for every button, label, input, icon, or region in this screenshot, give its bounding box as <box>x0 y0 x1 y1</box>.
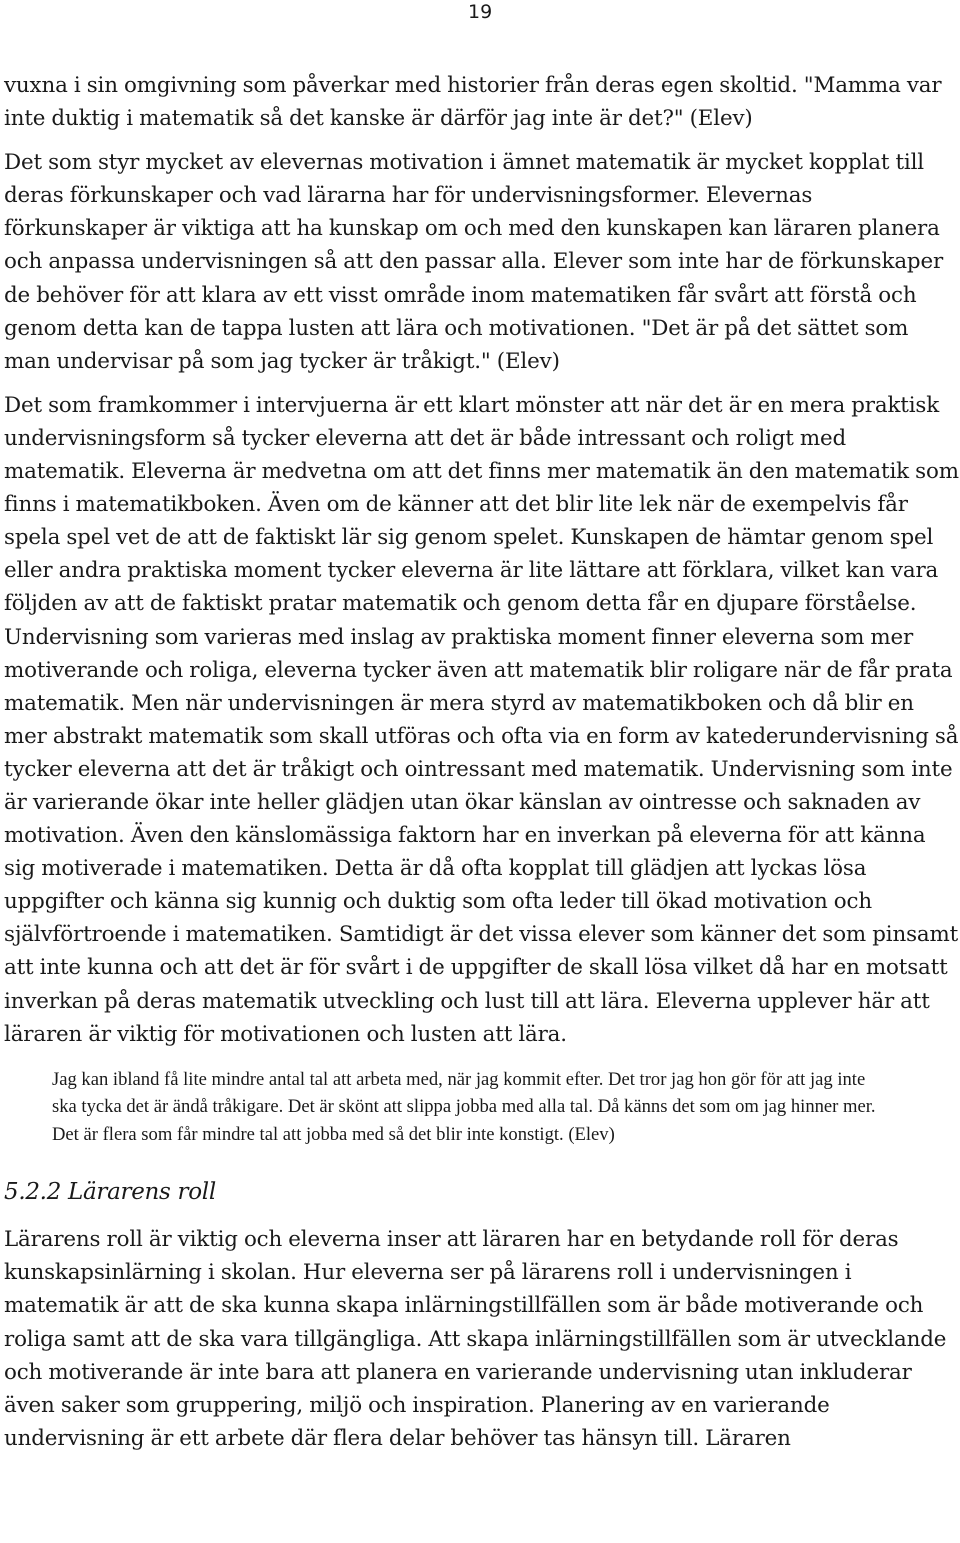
paragraph-1: vuxna i sin omgivning som påverkar med historier från deras egen skoltid. "Mamma var inte duktig i matematik så det kanske är därför jag inte är det?" (Elev) <box>4 73 942 132</box>
document-body <box>4 69 959 1466</box>
section-heading: 5.2.2 Lärarens roll <box>4 1179 216 1206</box>
student-quote: Jag kan ibland få lite mindre antal tal att arbeta med, när jag kommit efter. Det tror jag hon gör för att jag inte ska tycka det är ändå tråkigare. Det är skönt att slippa jobba med alla tal. Då känns det som om jag hinner mer. Det är flera som får mindre tal att jobba med så det blir inte konstigt. (Elev) <box>52 1068 876 1145</box>
page-number: 19 <box>468 1 493 23</box>
paragraph-3: Det som framkommer i intervjuerna är ett klart mönster att när det är en mera praktisk undervisningsform så tycker eleverna att det är både intressant och roligt med matematik. Eleverna är medvetna om att det finns mer matematik än den matematik som finns i matematikboken. Även om de känner att det blir lite lek när de exempelvis får spela spel vet de att de faktiskt lär sig genom spelet. Kunskapen de hämtar genom spel eller andra praktiska moment tycker eleverna är lite lättare att förklara, vilket kan vara följden av att de faktiskt pratar matematik och genom detta får en djupare förståelse. Undervisning som varieras med inslag av praktiska moment finner eleverna som mer motiverande och roliga, eleverna tycker även att matematik blir roligare när de får prata matematik. Men när undervisningen är mera styrd av matematikboken och då blir en mer abstrakt matematik som skall utföras och ofta via en form av katederundervisning så tycker eleverna att det är tråkigt och ointressant med matematik. Undervisning som inte är varierande ökar inte heller glädjen utan ökar känslan av ointresse och saknaden av motivation. Även den känslomässiga faktorn har en inverkan på eleverna för att känna sig motiverade i matematiken. Detta är då ofta kopplat till glädjen att lyckas lösa uppgifter och känna sig kunnig och duktig som ofta leder till ökad motivation och självförtroende i matematiken. Samtidigt är det vissa elever som känner det som pinsamt att inte kunna och att det är för svårt i de uppgifter de skall lösa vilket då har en motsatt inverkan på deras matematik utveckling och lust till att lära. Eleverna upplever här att läraren är viktig för motivationen och lusten att lära. <box>4 392 959 1047</box>
paragraph-2: Det som styr mycket av elevernas motivation i ämnet matematik är mycket kopplat till deras förkunskaper och vad lärarna har för undervisningsformer. Elevernas förkunskaper är viktiga att ha kunskap om och med den kunskapen kan läraren planera och anpassa undervisningen så att den passar alla. Elever som inte har de förkunskaper de behöver för att klara av ett visst område inom matematiken får svårt att förstå och genom detta kan de tappa lusten att lära och motivationen. "Det är på det sättet som man undervisar på som jag tycker är tråkigt." (Elev) <box>4 150 944 374</box>
paragraph-4: Lärarens roll är viktig och eleverna inser att läraren har en betydande roll för deras kunskapsinlärning i skolan. Hur eleverna ser på lärarens roll i undervisningen i matematik är att de ska kunna skapa inlärningstillfällen som är både motiverande och roliga samt att de ska vara tillgängliga. Att skapa inlärningstillfällen som är utvecklande och motiverande är inte bara att planera en varierande undervisning utan inkluderar även saker som gruppering, miljö och inspiration. Planering av en varierande undervisning är ett arbete där flera delar behöver tas hänsyn till. Läraren <box>4 1227 947 1451</box>
